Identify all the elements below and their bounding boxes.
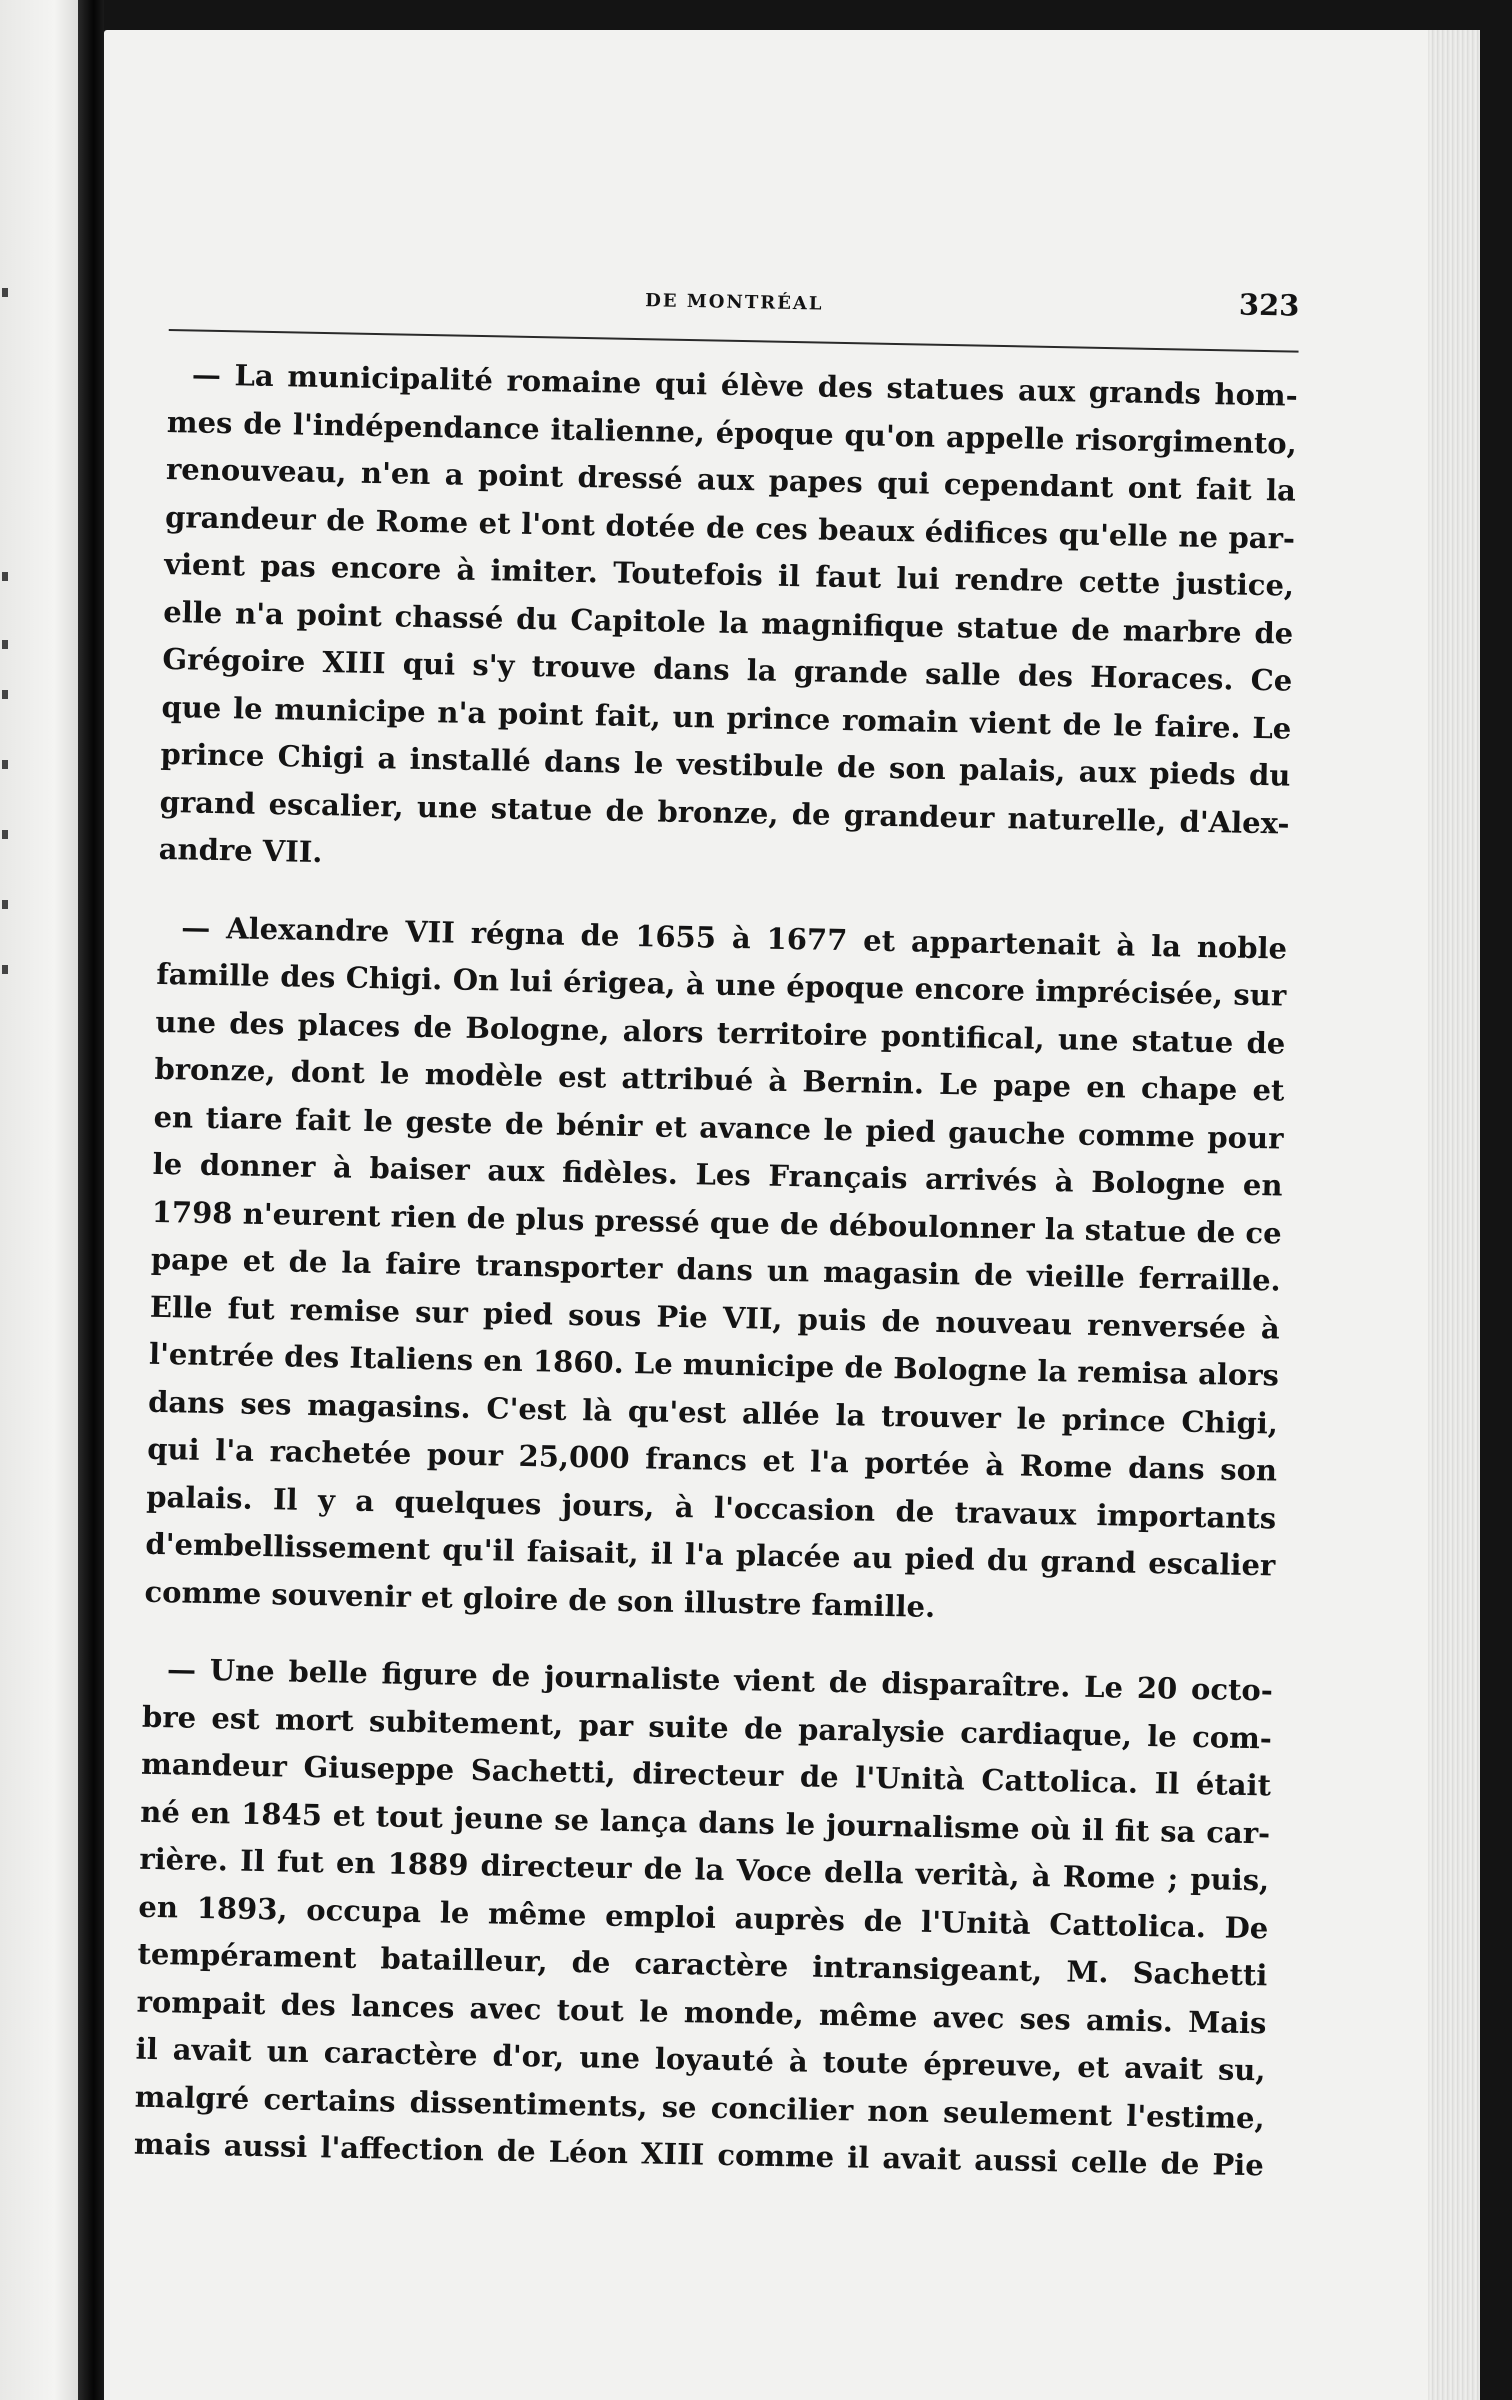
page-content	[133, 265, 1300, 2220]
text-line: pape et de la faire transporter dans un magasin de vieille ferraille.	[150, 1241, 1282, 1298]
text-line: tempérament batailleur, de caractère intransigeant, M. Sachetti	[137, 1936, 1268, 1993]
text-line: Elle fut remise sur pied sous Pie VII, puis de nouveau renversée à	[149, 1289, 1281, 1345]
facing-page-mark	[2, 965, 8, 974]
facing-page-mark	[2, 900, 8, 909]
text-line: prince Chigi a installé dans le vestibule de son palais, aux pieds du	[160, 736, 1291, 793]
facing-page-mark	[2, 640, 8, 649]
text-line: rière. Il fut en 1889 directeur de la Voce della verità, à Rome ; puis,	[139, 1841, 1270, 1898]
text-line: renouveau, n'en a point dressé aux papes qui cependant ont fait la	[165, 451, 1297, 508]
text-line: grandeur de Rome et l'ont dotée de ces beaux édifices qu'elle ne par-	[164, 499, 1296, 556]
text-line: bronze, dont le modèle est attribué à Bernin. Le pape en chape et	[154, 1051, 1285, 1108]
text-line: d'embellissement qu'il faisait, il l'a placée au pied du grand escalier	[145, 1526, 1276, 1583]
text-line: comme souvenir et gloire de son illustre famille.	[144, 1574, 936, 1624]
text-line: mes de l'indépendance italienne, époque qu'on appelle risorgimento,	[166, 404, 1298, 461]
paragraph-alexandre-vii	[144, 903, 1287, 1637]
text-line: Grégoire XIII qui s'y trouve dans la grande salle des Horaces. Ce	[162, 641, 1293, 698]
facing-page-mark	[2, 288, 8, 297]
text-line: 1798 n'eurent rien de plus pressé que de déboulonner la statue de ce	[151, 1194, 1282, 1251]
book-page	[104, 30, 1480, 2400]
text-line: dans ses magasins. C'est là qu'est allée la trouver le prince Chigi,	[147, 1384, 1279, 1440]
page-header	[169, 265, 1300, 347]
text-line: en 1893, occupa le même emploi auprès de l'Unità Cattolica. De	[138, 1889, 1269, 1945]
text-line: une des places de Bologne, alors territoire pontifical, une statue de	[155, 1004, 1286, 1061]
text-line: grand escalier, une statue de bronze, de grandeur naturelle, d'Alex-	[159, 784, 1290, 841]
text-line: rompait des lances avec tout le monde, même avec ses amis. Mais	[136, 1984, 1267, 2040]
text-line: né en 1845 et tout jeune se lança dans le journalisme où il fit sa car-	[139, 1794, 1271, 1850]
text-line: palais. Il y a quelques jours, à l'occasion de travaux importants	[146, 1479, 1277, 1535]
facing-page-mark	[2, 572, 8, 581]
running-title: DE MONTRÉAL	[645, 290, 824, 315]
text-line: bre est mort subitement, par suite de paralysie cardiaque, le com-	[141, 1699, 1273, 1755]
text-line: mais aussi l'affection de Léon XIII comme il avait aussi celle de Pie	[133, 2126, 1265, 2183]
facing-page-mark	[2, 760, 8, 769]
page-stack-edge	[1428, 30, 1480, 2400]
text-line: malgré certains dissentiments, se concilier non seulement l'estime,	[134, 2079, 1265, 2135]
facing-page-edge	[0, 0, 78, 2400]
page-number: 323	[1238, 287, 1300, 323]
text-line: elle n'a point chassé du Capitole la magnifique statue de marbre de	[163, 594, 1294, 651]
paragraph-municipalite	[158, 351, 1298, 895]
text-line: l'entrée des Italiens en 1860. Le municipe de Bologne la remisa alors	[148, 1336, 1280, 1393]
paragraph-sachetti	[133, 1646, 1273, 2190]
text-line: en tiare fait le geste de bénir et avance le pied gauche comme pour	[153, 1099, 1284, 1156]
book-gutter	[78, 0, 104, 2400]
text-line: mandeur Giuseppe Sachetti, directeur de l'Unità Cattolica. Il était	[140, 1746, 1272, 1803]
text-line: que le municipe n'a point fait, un prince romain vient de le faire. Le	[161, 689, 1292, 746]
facing-page-mark	[2, 690, 8, 699]
text-line: qui l'a rachetée pour 25,000 francs et l'a portée à Rome dans son	[146, 1431, 1278, 1488]
text-line: — Une belle figure de journaliste vient de disparaître. Le 20 octo-	[166, 1652, 1274, 1708]
facing-page-mark	[2, 830, 8, 839]
text-line: le donner à baiser aux fidèles. Les Français arrivés à Bologne en	[152, 1146, 1283, 1203]
text-line: — La municipalité romaine qui élève des statues aux grands hom-	[191, 357, 1299, 413]
text-line: famille des Chigi. On lui érigea, à une époque encore imprécisée, sur	[156, 956, 1287, 1013]
text-line: il avait un caractère d'or, une loyauté à toute épreuve, et avait su,	[135, 2031, 1266, 2088]
text-line: vient pas encore à imiter. Toutefois il faut lui rendre cette justice,	[163, 546, 1295, 603]
text-line: andre VII.	[158, 831, 323, 870]
text-line: — Alexandre VII régna de 1655 à 1677 et appartenait à la noble	[180, 909, 1288, 966]
